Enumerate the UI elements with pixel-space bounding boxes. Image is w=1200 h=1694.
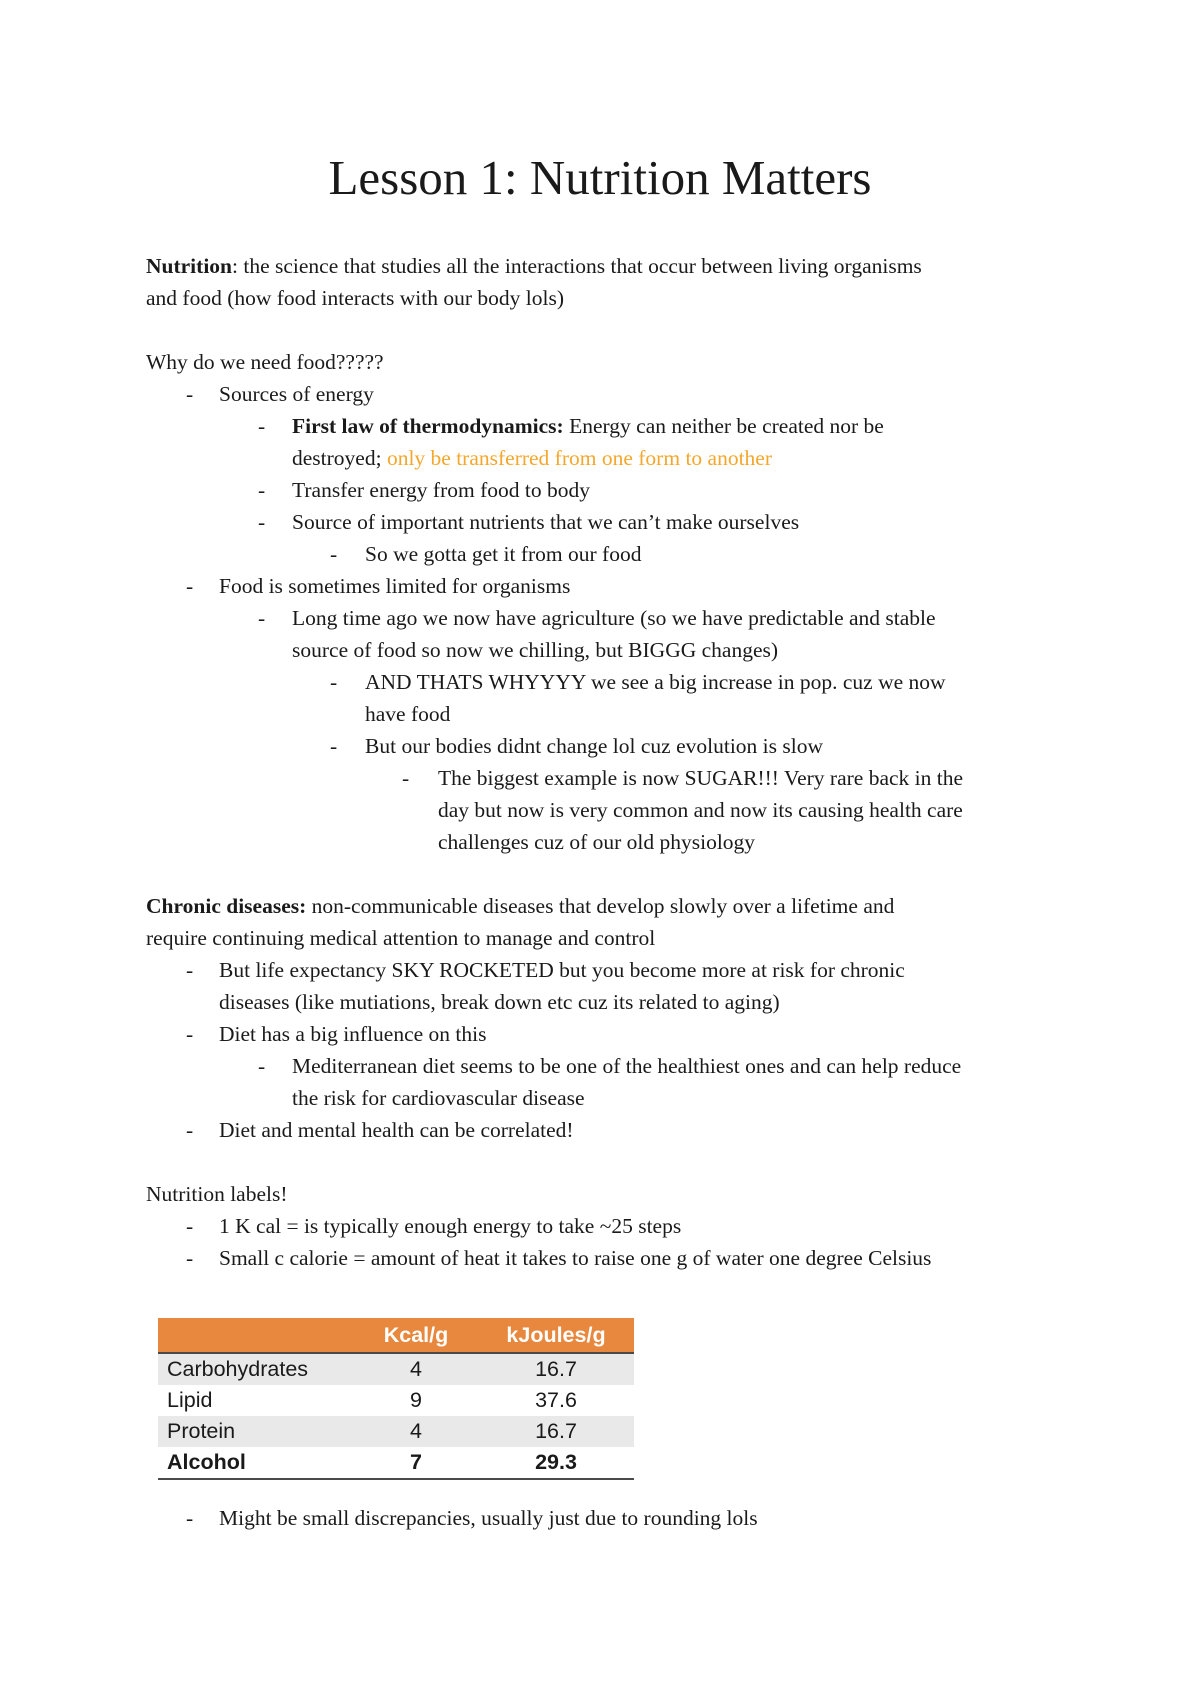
table-row — [158, 1385, 634, 1416]
table-cell: 37.6 — [535, 1388, 577, 1412]
list-item-cont: day but now is very common and now its causing health care — [438, 798, 963, 822]
table-cell: Lipid — [167, 1388, 213, 1412]
chronic-definition-text: non-communicable diseases that develop slowly over a lifetime and — [306, 894, 895, 918]
list-item: Food is sometimes limited for organisms — [219, 574, 571, 598]
bullet-dash: - — [402, 766, 410, 790]
table-cell: 16.7 — [478, 1416, 634, 1447]
list-item: 1 K cal = is typically enough energy to take ~25 steps — [219, 1214, 682, 1238]
chronic-definition-cont: require continuing medical attention to manage and control — [146, 926, 656, 950]
table-cell: 16.7 — [478, 1353, 634, 1385]
nutrition-definition — [146, 250, 922, 282]
why-food-heading: Why do we need food????? — [146, 350, 384, 374]
table-cell: Protein — [158, 1416, 354, 1447]
list-item-cont: source of food so now we chilling, but BIGGG changes) — [292, 638, 779, 662]
list-item: Sources of energy — [219, 382, 374, 406]
list-item: Diet has a big influence on this — [219, 1022, 487, 1046]
first-law-text: Energy can neither be created nor be — [563, 414, 884, 438]
chronic-term: Chronic diseases: — [146, 894, 307, 918]
list-item-cont: the risk for cardiovascular disease — [292, 1086, 585, 1110]
bullet-dash: - — [186, 1246, 194, 1270]
labels-heading: Nutrition labels! — [146, 1182, 288, 1206]
table-row — [158, 1353, 634, 1385]
table-header-cell: Kcal/g — [354, 1318, 478, 1353]
bullet-dash: - — [186, 1506, 194, 1530]
list-item: AND THATS WHYYYY we see a big increase in pop. cuz we now — [365, 670, 946, 694]
list-item: Mediterranean diet seems to be one of the healthiest ones and can help reduce — [292, 1054, 962, 1078]
bullet-dash: - — [186, 1118, 194, 1142]
list-item: Diet and mental health can be correlated! — [219, 1118, 574, 1142]
list-item-cont: diseases (like mutiations, break down etc cuz its related to aging) — [219, 990, 780, 1014]
table-header-row — [158, 1318, 634, 1353]
list-item: But our bodies didnt change lol cuz evolution is slow — [365, 734, 824, 758]
nutrition-definition-cont: and food (how food interacts with our body lols) — [146, 286, 564, 310]
page-title: Lesson 1: Nutrition Matters — [328, 150, 872, 205]
list-item: Source of important nutrients that we can’t make ourselves — [292, 510, 800, 534]
list-item — [292, 410, 884, 442]
bullet-dash: - — [186, 382, 194, 406]
list-item: Might be small discrepancies, usually just due to rounding lols — [219, 1506, 758, 1530]
list-item: Small c calorie = amount of heat it takes to raise one g of water one degree Celsius — [219, 1246, 932, 1270]
list-item-cont: have food — [365, 702, 451, 726]
bullet-dash: - — [330, 734, 338, 758]
bullet-dash: - — [258, 478, 266, 502]
energy-table — [158, 1318, 634, 1480]
bullet-dash: - — [330, 542, 338, 566]
table-cell: 4 — [354, 1353, 478, 1385]
list-item-cont: challenges cuz of our old physiology — [438, 830, 756, 854]
bullet-dash: - — [258, 606, 266, 630]
chronic-definition — [146, 890, 894, 922]
table-cell: Alcohol — [158, 1447, 354, 1479]
table-header-cell: kJoules/g — [478, 1318, 634, 1353]
table-cell: Carbohydrates — [158, 1353, 354, 1385]
list-item: The biggest example is now SUGAR!!! Very rare back in the — [438, 766, 964, 790]
table-header-cell — [158, 1318, 354, 1353]
nutrition-definition-text: : the science that studies all the interactions that occur between living organisms — [232, 254, 922, 278]
bullet-dash: - — [186, 1022, 194, 1046]
list-item: Transfer energy from food to body — [292, 478, 590, 502]
table-row — [158, 1447, 634, 1479]
table-cell: 4 — [354, 1416, 478, 1447]
list-item: Long time ago we now have agriculture (so we have predictable and stable — [292, 606, 936, 630]
highlighted-text: only be transferred from one form to another — [386, 446, 773, 470]
bullet-dash: - — [330, 670, 338, 694]
bullet-dash: - — [186, 1214, 194, 1238]
list-item: But life expectancy SKY ROCKETED but you become more at risk for chronic — [219, 958, 905, 982]
bullet-dash: - — [186, 574, 194, 598]
nutrition-term: Nutrition — [146, 254, 232, 278]
list-item-cont — [292, 442, 772, 474]
table-cell: 9 — [410, 1388, 422, 1412]
bullet-dash: - — [258, 414, 266, 438]
bullet-dash: - — [258, 510, 266, 534]
list-item: So we gotta get it from our food — [365, 542, 642, 566]
table-row — [158, 1416, 634, 1447]
bullet-dash: - — [186, 958, 194, 982]
first-law-term: First law of thermodynamics: — [292, 414, 564, 438]
first-law-cont-text: destroyed; — [292, 446, 387, 470]
table-cell: 7 — [354, 1447, 478, 1479]
bullet-dash: - — [258, 1054, 266, 1078]
table-cell: 29.3 — [478, 1447, 634, 1479]
